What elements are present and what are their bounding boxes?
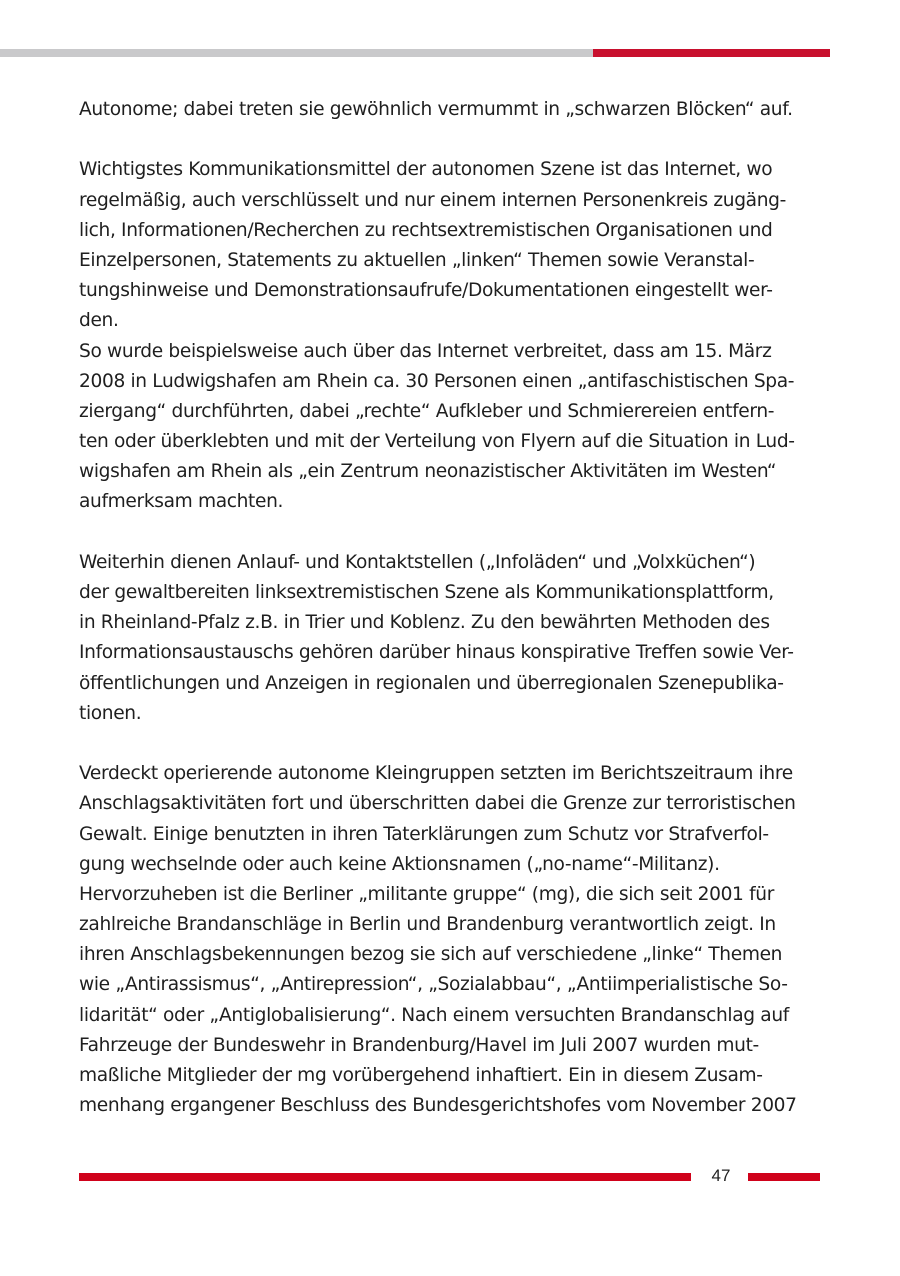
- paragraph-2: [79, 155, 824, 517]
- text-line: den.: [79, 310, 119, 332]
- text-line: lich, Informationen/Recherchen zu rechtsextremistischen Organisationen und: [79, 219, 773, 241]
- text-line: Informationsaustauschs gehören darüber hinaus konspirative Treffen sowie Ver-: [79, 642, 794, 664]
- text-line: Autonome; dabei treten sie gewöhnlich vermummt in „schwarzen Blöcken“ auf.: [79, 99, 793, 120]
- text-line: So wurde beispielsweise auch über das Internet verbreitet, dass am 15. März: [79, 340, 772, 362]
- text-line: Wichtigstes Kommunikationsmittel der autonomen Szene ist das Internet, wo: [79, 159, 773, 181]
- page-number: 47: [711, 1166, 731, 1185]
- header-rule-grey: [0, 49, 593, 57]
- text-line: Einzelpersonen, Statements zu aktuellen „linken“ Themen sowie Veranstal-: [79, 249, 755, 271]
- text-line: Hervorzuheben ist die Berliner „militante gruppe“ (mg), die sich seit 2001 für: [79, 883, 775, 905]
- paragraph-3: [79, 548, 824, 729]
- text-line: maßliche Mitglieder der mg vorübergehend inhaftiert. Ein in diesem Zusam-: [79, 1065, 763, 1086]
- footer-rule-right: [748, 1173, 820, 1181]
- header-rule-red: [593, 49, 830, 57]
- text-line: menhang ergangener Beschluss des Bundesgerichtshofes vom November 2007: [79, 1095, 797, 1117]
- text-line: öffentlichungen und Anzeigen in regionalen und überregionalen Szenepublika-: [79, 672, 784, 694]
- text-line: ziergang“ durchführten, dabei „rechte“ Aufkleber und Schmierereien entfern-: [79, 400, 775, 422]
- text-line: tionen.: [79, 702, 142, 724]
- text-line: ten oder überklebten und mit der Verteilung von Flyern auf die Situation in Lud-: [79, 431, 795, 453]
- text-line: 2008 in Ludwigshafen am Rhein ca. 30 Personen einen „antifaschistischen Spa-: [79, 370, 795, 392]
- paragraph-spacer: [79, 518, 824, 548]
- text-line: Weiterhin dienen Anlauf- und Kontaktstellen („Infoläden“ und „Volxküchen“): [79, 551, 756, 573]
- text-line: ihren Anschlagsbekennungen bezog sie sich auf verschiedene „linke“ Themen: [79, 944, 783, 966]
- paragraph-4: [79, 759, 824, 1121]
- text-line: zahlreiche Brandanschläge in Berlin und Brandenburg verantwortlich zeigt. In: [79, 914, 776, 936]
- text-line: gung wechselnde oder auch keine Aktionsnamen („no-name“-Militanz).: [79, 853, 720, 875]
- text-line: Gewalt. Einige benutzten in ihren Taterklärungen zum Schutz vor Strafverfol-: [79, 823, 769, 845]
- text-line: lidarität“ oder „Antiglobalisierung“. Nach einem versuchten Brandanschlag auf: [79, 1004, 789, 1026]
- paragraph-spacer: [79, 125, 824, 155]
- text-line: Fahrzeuge der Bundeswehr in Brandenburg/Havel im Juli 2007 wurden mut-: [79, 1034, 759, 1056]
- text-line: tungshinweise und Demonstrationsaufrufe/Dokumentationen eingestellt wer-: [79, 280, 773, 302]
- text-line: wie „Antirassismus“, „Antirepression“, „Sozialabbau“, „Antiimperialistische So-: [79, 974, 788, 996]
- text-line: regelmäßig, auch verschlüsselt und nur einem internen Personenkreis zugäng-: [79, 189, 786, 211]
- paragraph-spacer: [79, 729, 824, 759]
- page-body: [79, 95, 824, 1121]
- text-line: Anschlagsaktivitäten fort und überschritten dabei die Grenze zur terroristischen: [79, 793, 796, 815]
- paragraph-1: [79, 95, 824, 125]
- text-line: wigshafen am Rhein als „ein Zentrum neonazistischer Aktivitäten im Westen“: [79, 461, 777, 483]
- text-line: Verdeckt operierende autonome Kleingruppen setzten im Berichtszeitraum ihre: [79, 763, 793, 785]
- text-line: der gewaltbereiten linksextremistischen Szene als Kommunikationsplattform,: [79, 582, 774, 603]
- text-line: aufmerksam machten.: [79, 491, 284, 513]
- footer-rule-left: [79, 1173, 691, 1181]
- text-line: in Rheinland-Pfalz z.B. in Trier und Koblenz. Zu den bewährten Methoden des: [79, 612, 770, 634]
